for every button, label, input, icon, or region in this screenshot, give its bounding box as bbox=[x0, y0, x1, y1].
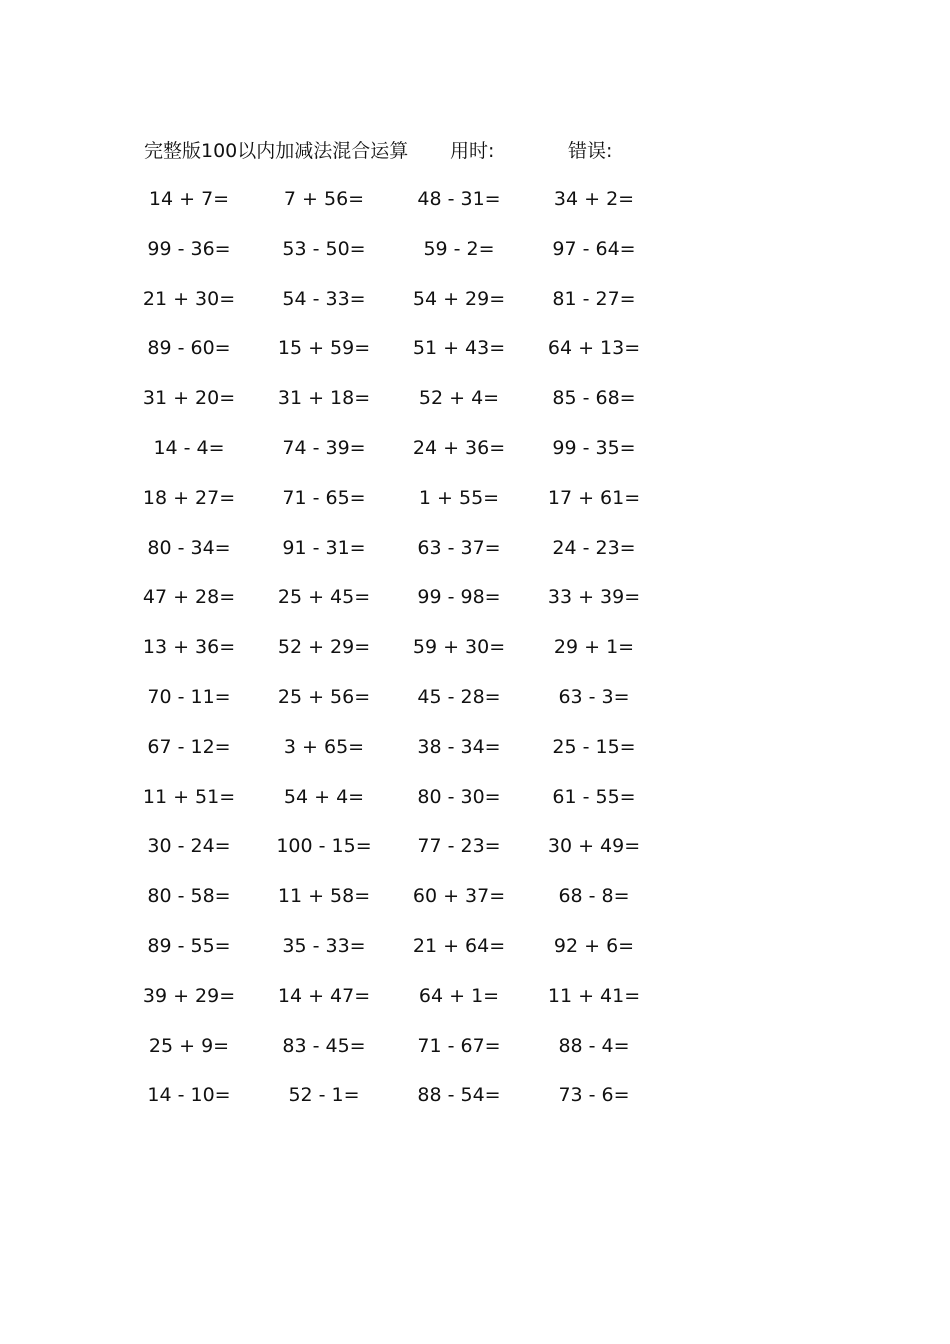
problem-item: 14 + 7= bbox=[148, 188, 230, 210]
problem-item: 100 - 15= bbox=[276, 835, 372, 858]
problem-item: 47 + 28= bbox=[142, 586, 236, 609]
problem-item: 88 - 54= bbox=[417, 1084, 501, 1107]
problem-item: 52 - 1= bbox=[288, 1084, 360, 1107]
problem-item: 24 - 23= bbox=[552, 536, 636, 559]
problem-row bbox=[144, 981, 664, 1031]
problem-item: 21 + 30= bbox=[142, 287, 236, 310]
problem-row bbox=[144, 333, 664, 383]
problem-item: 73 - 6= bbox=[558, 1084, 630, 1107]
problem-item: 15 + 59= bbox=[277, 337, 371, 360]
problem-item: 71 - 67= bbox=[417, 1034, 501, 1057]
problem-item: 83 - 45= bbox=[282, 1034, 366, 1057]
time-used-label: 用时: bbox=[450, 140, 495, 162]
problem-item: 54 - 33= bbox=[282, 287, 366, 310]
problem-item: 25 + 45= bbox=[277, 586, 371, 609]
problem-row bbox=[144, 383, 664, 433]
problem-item: 89 - 60= bbox=[147, 337, 231, 360]
problem-row bbox=[144, 533, 664, 583]
problem-item: 99 - 98= bbox=[417, 586, 501, 609]
problem-item: 45 - 28= bbox=[417, 685, 501, 708]
problem-item: 91 - 31= bbox=[282, 536, 366, 559]
problem-row bbox=[144, 782, 664, 832]
problem-item: 35 - 33= bbox=[282, 934, 366, 957]
problem-grid bbox=[144, 184, 664, 1130]
problem-item: 81 - 27= bbox=[552, 287, 636, 310]
problem-item: 3 + 65= bbox=[283, 735, 365, 758]
problem-row bbox=[144, 433, 664, 483]
problem-item: 59 + 30= bbox=[412, 636, 506, 659]
problem-item: 31 + 18= bbox=[277, 387, 371, 410]
problem-item: 1 + 55= bbox=[418, 486, 500, 509]
problem-item: 25 + 56= bbox=[277, 685, 371, 708]
problem-item: 14 + 47= bbox=[277, 984, 371, 1007]
problem-item: 11 + 58= bbox=[277, 885, 371, 908]
problem-item: 80 - 30= bbox=[417, 785, 501, 808]
problem-item: 60 + 37= bbox=[412, 885, 506, 908]
problem-row bbox=[144, 881, 664, 931]
problem-item: 25 - 15= bbox=[552, 735, 636, 758]
problem-item: 70 - 11= bbox=[147, 685, 231, 708]
problem-row bbox=[144, 284, 664, 334]
problem-row bbox=[144, 234, 664, 284]
problem-row bbox=[144, 184, 664, 234]
problem-item: 18 + 27= bbox=[142, 486, 236, 509]
problem-item: 99 - 35= bbox=[552, 436, 636, 459]
problem-item: 80 - 58= bbox=[147, 885, 231, 908]
problem-row bbox=[144, 1080, 664, 1130]
problem-item: 24 + 36= bbox=[412, 436, 506, 459]
problem-item: 89 - 55= bbox=[147, 934, 231, 957]
problem-item: 34 + 2= bbox=[553, 188, 635, 210]
problem-row bbox=[144, 931, 664, 981]
problem-item: 68 - 8= bbox=[558, 885, 630, 908]
problem-item: 21 + 64= bbox=[412, 934, 506, 957]
problem-row bbox=[144, 632, 664, 682]
problem-item: 67 - 12= bbox=[147, 735, 231, 758]
problem-row bbox=[144, 582, 664, 632]
problem-item: 17 + 61= bbox=[547, 486, 641, 509]
problem-item: 54 + 29= bbox=[412, 287, 506, 310]
problem-item: 92 + 6= bbox=[553, 934, 635, 957]
problem-item: 52 + 29= bbox=[277, 636, 371, 659]
problem-item: 85 - 68= bbox=[552, 387, 636, 410]
problem-row bbox=[144, 682, 664, 732]
problem-item: 38 - 34= bbox=[417, 735, 501, 758]
problem-item: 30 + 49= bbox=[547, 835, 641, 858]
problem-row bbox=[144, 483, 664, 533]
problem-item: 64 + 1= bbox=[418, 984, 500, 1007]
problem-item: 77 - 23= bbox=[417, 835, 501, 858]
problem-item: 63 - 37= bbox=[417, 536, 501, 559]
problem-item: 80 - 34= bbox=[147, 536, 231, 559]
error-count-label: 错误: bbox=[568, 140, 613, 162]
problem-item: 97 - 64= bbox=[552, 237, 636, 260]
problem-item: 59 - 2= bbox=[423, 237, 495, 260]
problem-item: 31 + 20= bbox=[142, 387, 236, 410]
problem-item: 88 - 4= bbox=[558, 1034, 630, 1057]
problem-item: 64 + 13= bbox=[547, 337, 641, 360]
problem-item: 53 - 50= bbox=[282, 237, 366, 260]
problem-item: 29 + 1= bbox=[553, 636, 635, 659]
problem-item: 11 + 51= bbox=[142, 785, 236, 808]
problem-item: 7 + 56= bbox=[283, 188, 365, 210]
problem-item: 74 - 39= bbox=[282, 436, 366, 459]
problem-item: 25 + 9= bbox=[148, 1034, 230, 1057]
problem-item: 48 - 31= bbox=[417, 188, 501, 210]
problem-item: 39 + 29= bbox=[142, 984, 236, 1007]
worksheet-title: 完整版100以内加减法混合运算 bbox=[144, 140, 409, 162]
problem-row bbox=[144, 732, 664, 782]
problem-item: 52 + 4= bbox=[418, 387, 500, 410]
problem-item: 14 - 10= bbox=[147, 1084, 231, 1107]
problem-item: 14 - 4= bbox=[153, 436, 225, 459]
problem-item: 71 - 65= bbox=[282, 486, 366, 509]
problem-item: 99 - 36= bbox=[147, 237, 231, 260]
problem-item: 61 - 55= bbox=[552, 785, 636, 808]
problem-item: 30 - 24= bbox=[147, 835, 231, 858]
problem-row bbox=[144, 1031, 664, 1081]
problem-item: 33 + 39= bbox=[547, 586, 641, 609]
problem-item: 51 + 43= bbox=[412, 337, 506, 360]
problem-item: 54 + 4= bbox=[283, 785, 365, 808]
problem-item: 11 + 41= bbox=[547, 984, 641, 1007]
problem-item: 63 - 3= bbox=[558, 685, 630, 708]
problem-row bbox=[144, 831, 664, 881]
problem-item: 13 + 36= bbox=[142, 636, 236, 659]
